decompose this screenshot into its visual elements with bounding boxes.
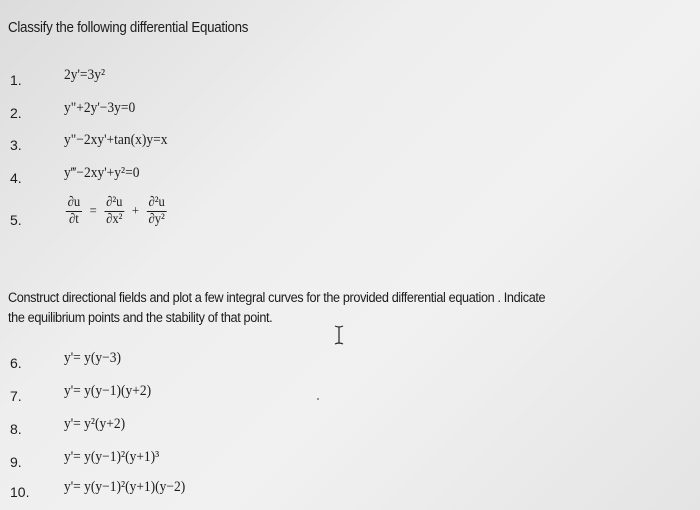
instructions-paragraph [8,288,657,328]
equation-10: y'= y(y−1)²(y+1)(y−2) [64,479,186,495]
item-number-7: 7. [10,388,22,404]
item-number-2: 2. [10,105,22,121]
equation-2: y"+2y'−3y=0 [64,100,136,116]
fraction-d2u-dx2 [104,195,124,228]
section-heading: Classify the following differential Equations [8,20,249,36]
instructions-line-2: the equilibrium points and the stability of that point. [8,310,273,325]
equation-7: y'= y(y−1)(y+2) [64,383,152,399]
equation-4: y‴−2xy'+y²=0 [64,165,140,181]
equation-6: y'= y(y−3) [64,350,122,366]
fraction-denominator: ∂x² [106,212,123,227]
equation-9: y'= y(y−1)²(y+1)³ [64,449,160,465]
fraction-du-dt [66,195,82,228]
equals-sign: = [89,203,97,219]
item-number-4: 4. [10,170,22,186]
equation-5-pde [64,195,168,228]
text-cursor-icon [333,325,345,345]
item-number-8: 8. [10,421,22,437]
speck [317,398,319,400]
item-number-6: 6. [10,355,22,371]
fraction-d2u-dy2 [147,195,167,228]
item-number-3: 3. [10,137,22,153]
item-number-5: 5. [10,212,22,228]
fraction-denominator: ∂y² [148,212,165,227]
fraction-numerator: ∂²u [148,195,165,210]
plus-sign: + [131,203,140,219]
item-number-1: 1. [10,72,22,88]
fraction-numerator: ∂u [67,195,81,210]
equation-3: y"−2xy'+tan(x)y=x [64,132,168,148]
fraction-denominator: ∂t [68,212,79,227]
item-number-10: 10. [10,484,30,500]
equation-8: y'= y²(y+2) [64,416,126,432]
item-number-9: 9. [10,454,22,470]
equation-1: 2y'=3y² [64,67,106,83]
instructions-line-1: Construct directional fields and plot a few integral curves for the provided differential equation . Indicate [8,290,546,305]
fraction-numerator: ∂²u [106,195,123,210]
